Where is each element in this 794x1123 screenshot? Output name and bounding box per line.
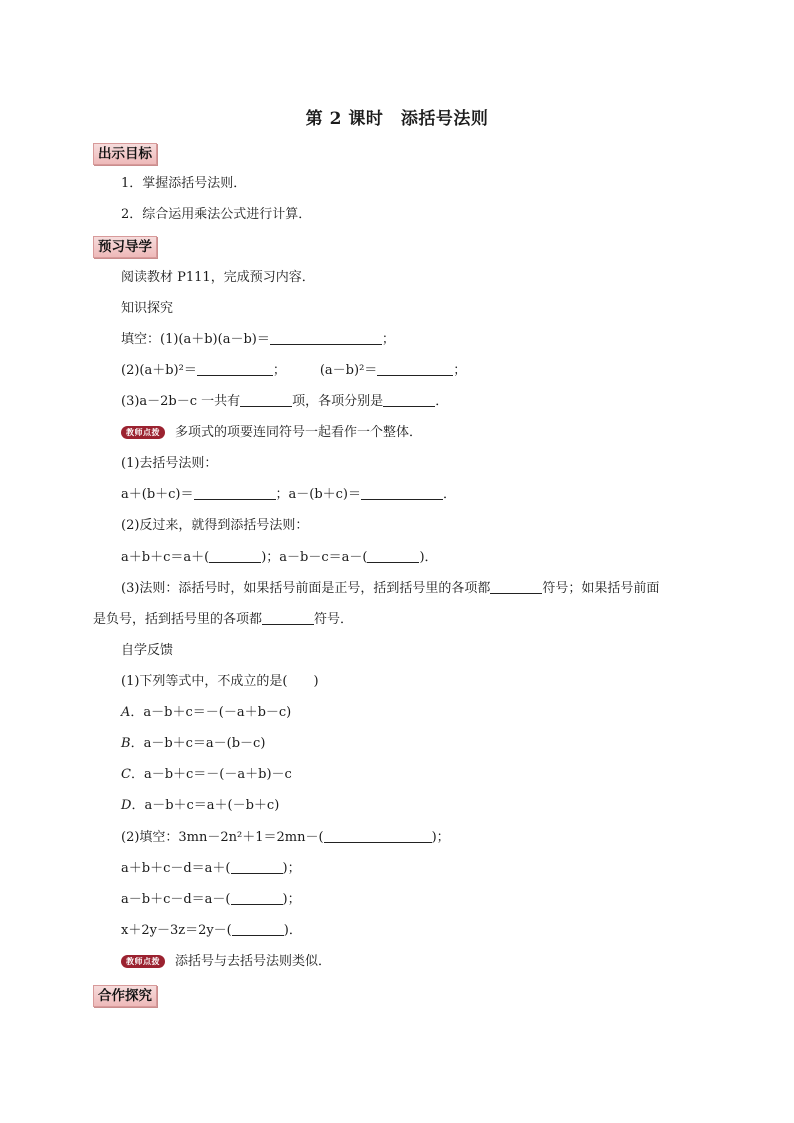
- fill-text: ．: [435, 394, 449, 409]
- fill-text: 项，各项分别是: [292, 394, 384, 409]
- option-letter: D: [121, 798, 132, 813]
- rule1-title: (1)去括号法则：: [121, 456, 218, 471]
- tip-text: 多项式的项要连同符号一起看作一个整体．: [175, 425, 423, 440]
- answer-blank[interactable]: [367, 548, 419, 563]
- answer-blank[interactable]: [270, 330, 382, 345]
- rule-text: 符号；如果括号前面: [542, 581, 660, 596]
- option-text: ．a－b＋c＝－(－a＋b)－c: [130, 767, 292, 782]
- option-letter: A: [121, 705, 131, 720]
- section-cooperate: 合作探究: [93, 985, 157, 1007]
- rule-text: ；a－(b＋c)＝: [275, 487, 361, 502]
- knowledge-heading: 知识探究: [121, 301, 174, 316]
- answer-blank[interactable]: [361, 485, 443, 500]
- option-letter: B: [121, 736, 131, 751]
- answer-blank[interactable]: [240, 392, 292, 407]
- rule2-title: (2)反过来，就得到添括号法则：: [121, 518, 309, 533]
- section-goals: 出示目标: [93, 143, 157, 165]
- q2-text: a＋b＋c－d＝a＋(: [121, 861, 231, 876]
- question-1: (1)下列等式中，不成立的是( ): [121, 674, 319, 689]
- feedback-heading: 自学反馈: [121, 643, 174, 658]
- fill-text: (a－b)²＝: [319, 363, 378, 378]
- rule-text: 符号．: [314, 612, 354, 627]
- question-2-line-4: [121, 921, 302, 941]
- rule3-line-1: [121, 579, 659, 599]
- answer-blank[interactable]: [262, 610, 314, 625]
- answer-blank[interactable]: [209, 548, 261, 563]
- answer-blank[interactable]: [383, 392, 435, 407]
- answer-blank[interactable]: [197, 361, 273, 376]
- question-2-line-1: [121, 828, 450, 848]
- option-text: ．a－b＋c＝a＋(－b＋c): [131, 798, 280, 813]
- teacher-tip-badge: 教师点拨: [121, 426, 165, 439]
- q2-text: a－b＋c－d＝a－(: [121, 892, 231, 907]
- q2-text: )；: [282, 861, 301, 876]
- rule-text: ．: [443, 487, 457, 502]
- fill-text: ；: [272, 363, 286, 378]
- answer-blank[interactable]: [231, 859, 283, 874]
- option-text: ．a－b＋c＝a－(b－c): [130, 736, 266, 751]
- rule-text: 是负号，括到括号里的各项都: [93, 612, 263, 627]
- option-d[interactable]: [121, 796, 279, 816]
- fill-text: (2)(a＋b)²＝: [121, 363, 197, 378]
- tip-text: 添括号与去括号法则类似．: [175, 954, 332, 969]
- answer-blank[interactable]: [324, 828, 432, 843]
- teacher-tip-badge: 教师点拨: [121, 955, 165, 968]
- answer-blank[interactable]: [377, 361, 453, 376]
- fill-text: ；: [381, 332, 395, 347]
- option-b[interactable]: [121, 734, 265, 754]
- answer-blank[interactable]: [231, 890, 283, 905]
- fill-text: (3)a－2b－c 一共有: [121, 394, 241, 409]
- question-2-line-3: [121, 890, 301, 910]
- rule-text: )．: [419, 550, 438, 565]
- rule-text: )；a－b－c＝a－(: [261, 550, 368, 565]
- goal-item: 1．掌握添括号法则．: [121, 176, 247, 191]
- answer-blank[interactable]: [232, 921, 284, 936]
- answer-blank[interactable]: [490, 579, 542, 594]
- q2-text: )；: [282, 892, 301, 907]
- teacher-tip: [121, 952, 331, 972]
- q2-text: x＋2y－3z＝2y－(: [121, 923, 232, 938]
- fill-line-3: [121, 392, 448, 412]
- rule-text: (3)法则：添括号时，如果括号前面是正号，括到括号里的各项都: [121, 581, 491, 596]
- rule3-line-2: [93, 610, 353, 630]
- option-letter: C: [121, 767, 131, 782]
- option-c[interactable]: [121, 765, 292, 785]
- fill-line-2: [121, 361, 466, 381]
- fill-text: 填空：(1)(a＋b)(a－b)＝: [121, 332, 270, 347]
- rule2-line: [121, 548, 438, 568]
- option-a[interactable]: [121, 703, 291, 723]
- rule-text: a＋(b＋c)＝: [121, 487, 194, 502]
- q2-text: (2)填空：3mn－2n²＋1＝2mn－(: [121, 830, 324, 845]
- answer-blank[interactable]: [194, 485, 276, 500]
- option-text: ．a－b＋c＝－(－a＋b－c): [130, 705, 292, 720]
- page-title: 第 2 课时 添括号法则: [305, 109, 489, 129]
- rule1-line: [121, 485, 456, 505]
- question-2-line-2: [121, 859, 301, 879]
- fill-line-1: [121, 330, 395, 350]
- teacher-tip: [121, 423, 422, 443]
- q2-text: )．: [283, 923, 302, 938]
- rule-text: a＋b＋c＝a＋(: [121, 550, 210, 565]
- q2-text: )；: [431, 830, 450, 845]
- section-preview: 预习导学: [93, 236, 157, 258]
- goal-item: 2．综合运用乘法公式进行计算．: [121, 207, 312, 222]
- fill-text: ；: [453, 363, 467, 378]
- read-instruction: 阅读教材 P111，完成预习内容．: [121, 270, 315, 285]
